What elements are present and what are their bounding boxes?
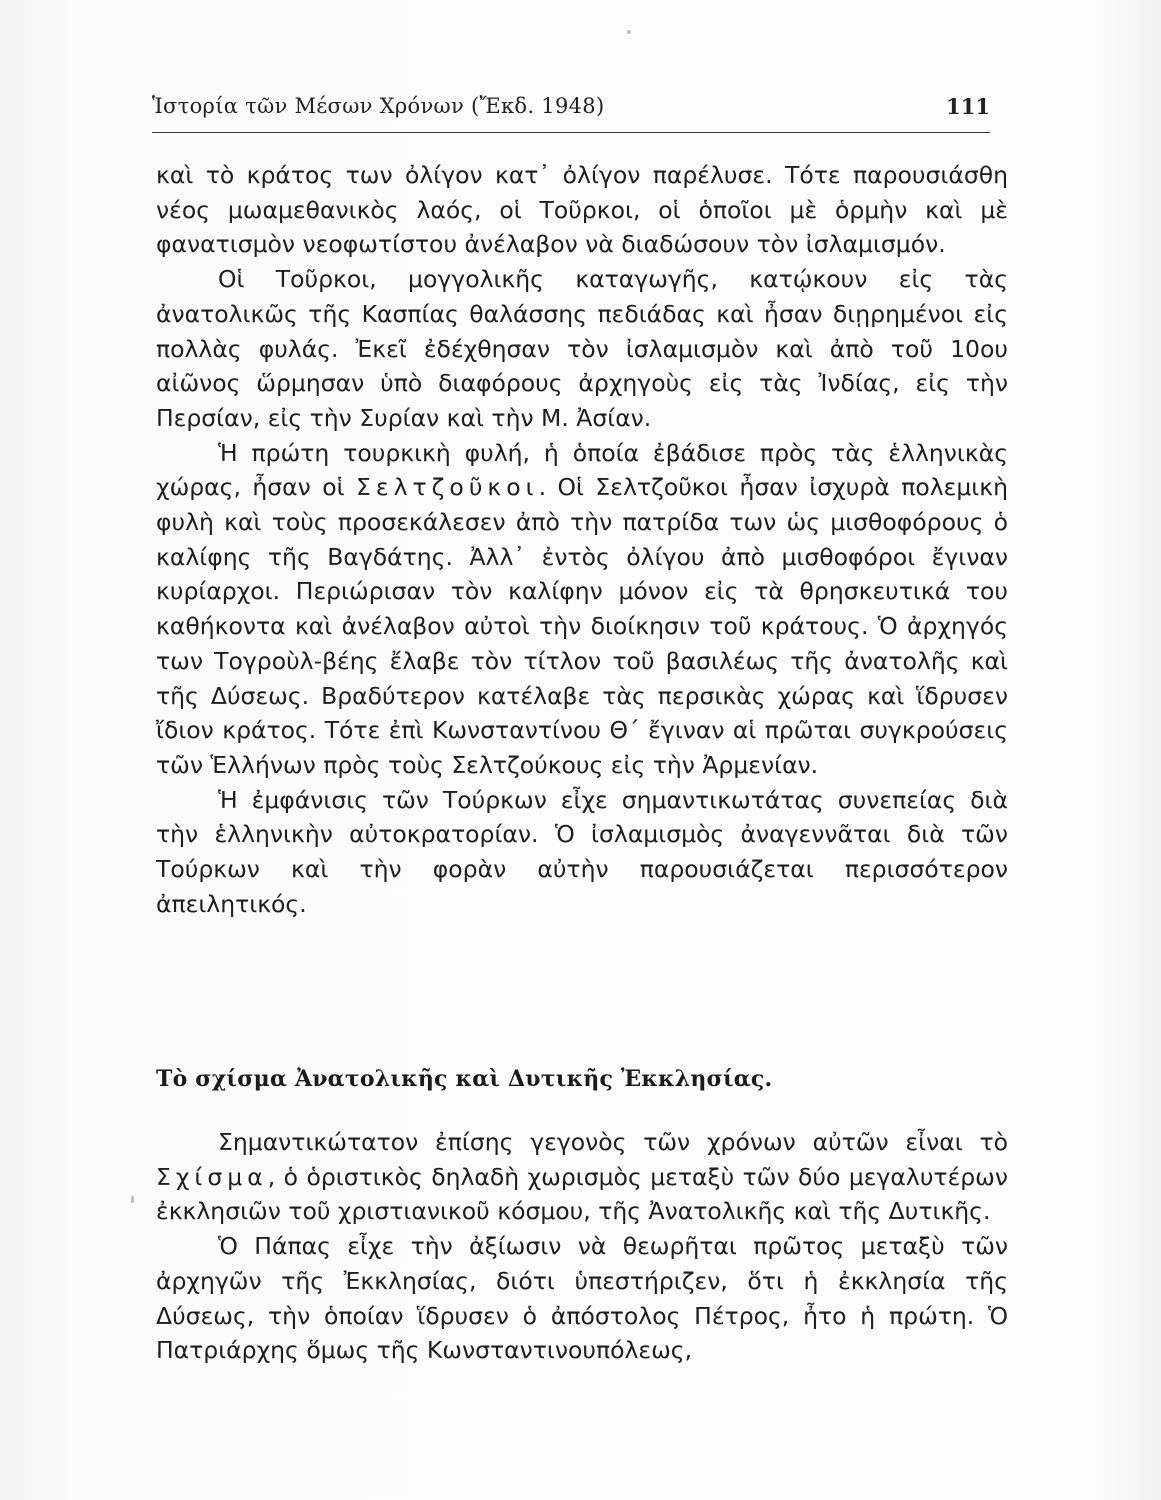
- section-text: [156, 1125, 1008, 1368]
- paragraph: Οἱ Τοῦρκοι, μογγολικῆς καταγωγῆς, κατῴκουν εἰς τὰς ἀνατολικῶς τῆς Κασπίας θαλάσσης πεδιάδας καὶ ἦσαν διῃρημένοι εἰς πολλὰς φυλάς. Ἐκεῖ ἐδέχθησαν τὸν ἰσλαμισμὸν καὶ ἀπὸ τοῦ 10ου αἰῶνος ὥρμησαν ὑπὸ διαφόρους ἀρχηγοὺς εἰς τὰς Ἰνδίας, εἰς τὴν Περσίαν, εἰς τὴν Συρίαν καὶ τὴν Μ. Ἀσίαν.: [156, 265, 1008, 432]
- paragraph: καὶ τὸ κράτος των ὀλίγον κατ᾽ ὀλίγον παρέλυσε. Τότε παρουσιάσθη νέος μωαμεθανικὸς λαός, οἱ Τοῦρκοι, οἱ ὁποῖοι μὲ ὁρμὴν καὶ μὲ φανατισμὸν νεοφωτίστου ἀνέλαβον νὰ διαδώσουν τὸν ἰσλαμισμόν.: [156, 161, 1008, 259]
- text-run: , ὁ ὁριστικὸς δηλαδὴ χωρισμὸς μεταξὺ τῶν δύο μεγαλυτέρων ἐκκλησιῶν τοῦ χριστιανικοῦ κόσμου, τῆς Ἀνατολικῆς καὶ τῆς Δυτικῆς.: [156, 1162, 1008, 1226]
- main-text: [156, 158, 1008, 921]
- emphasized-term: Σχίσμα: [156, 1162, 268, 1191]
- scan-speck: [627, 30, 631, 34]
- scan-speck: [131, 1196, 134, 1203]
- page-number: 111: [946, 94, 990, 119]
- emphasized-term: Σελτζοῦκοι: [356, 473, 539, 502]
- paragraph: Ὁ Πάπας εἶχε τὴν ἀξίωσιν νὰ θεωρῆται πρῶτος μεταξὺ τῶν ἀρχηγῶν τῆς Ἐκκλησίας, διότι ὑπεστήριζεν, ὅτι ἡ ἐκκλησία τῆς Δύσεως, τὴν ὁποίαν ἵδρυσεν ὁ ἀπόστολος Πέτρος, ἦτο ἡ πρώτη. Ὁ Πατριάρχης ὅμως τῆς Κωνσταντινουπόλεως,: [156, 1232, 1008, 1365]
- text-run: Ἡ πρώτη τουρκικὴ φυλή, ἡ ὁποία ἐβάδισε πρὸς τὰς ἑλληνικὰς χώρας, ἦσαν οἱ: [156, 438, 1008, 502]
- paragraph: [156, 436, 1008, 783]
- paragraph: [156, 1125, 1008, 1229]
- paragraph: Ἡ ἐμφάνισις τῶν Τούρκων εἶχε σημαντικωτάτας συνεπείας διὰ τὴν ἑλληνικὴν αὐτοκρατορίαν. Ὁ ἰσλαμισμὸς ἀναγεννᾶται διὰ τῶν Τούρκων καὶ τὴν φορὰν αὐτὴν παρουσιάζεται περισσότερον ἀπειλητικός.: [156, 785, 1008, 918]
- running-header: [152, 92, 990, 133]
- section-heading: Τὸ σχίσμα Ἀνατολικῆς καὶ Δυτικῆς Ἐκκλησίας.: [156, 1066, 773, 1092]
- text-run: Σημαντικώτατον ἐπίσης γεγονὸς τῶν χρόνων αὐτῶν εἶναι τὸ: [218, 1128, 1008, 1156]
- text-run: . Οἱ Σελτζοῦκοι ἦσαν ἰσχυρὰ πολεμικὴ φυλὴ καὶ τοὺς προσεκάλεσεν ἀπὸ τὴν πατρίδα των ὡς μισθοφόρους ὁ καλίφης τῆς Βαγδάτης. Ἀλλ᾽ ἐντὸς ὀλίγου ἀπὸ μισθοφόροι ἔγιναν κυρίαρχοι. Περιώρισαν τὸν καλίφην μόνον εἰς τὰ θρησκευτικά του καθήκοντα καὶ ἀνέλαβον αὐτοὶ τὴν διοίκησιν τοῦ κράτους. Ὁ ἀρχηγός των Τογροὺλ-βέης ἔλαβε τὸν τίτλον τοῦ βασιλέως τῆς ἀνατολῆς καὶ τῆς Δύσεως. Βραδύτερον κατέλαβε τὰς περσικὰς χώρας καὶ ἵδρυσεν ἴδιον κράτος. Τότε ἐπὶ Κωνσταντίνου Θ΄ ἔγιναν αἱ πρῶται συγκρούσεις τῶν Ἑλλήνων πρὸς τοὺς Σελτζούκους εἰς τὴν Ἀρμενίαν.: [156, 473, 1008, 779]
- running-title: Ἱστορία τῶν Μέσων Χρόνων (Ἔκδ. 1948): [152, 94, 605, 118]
